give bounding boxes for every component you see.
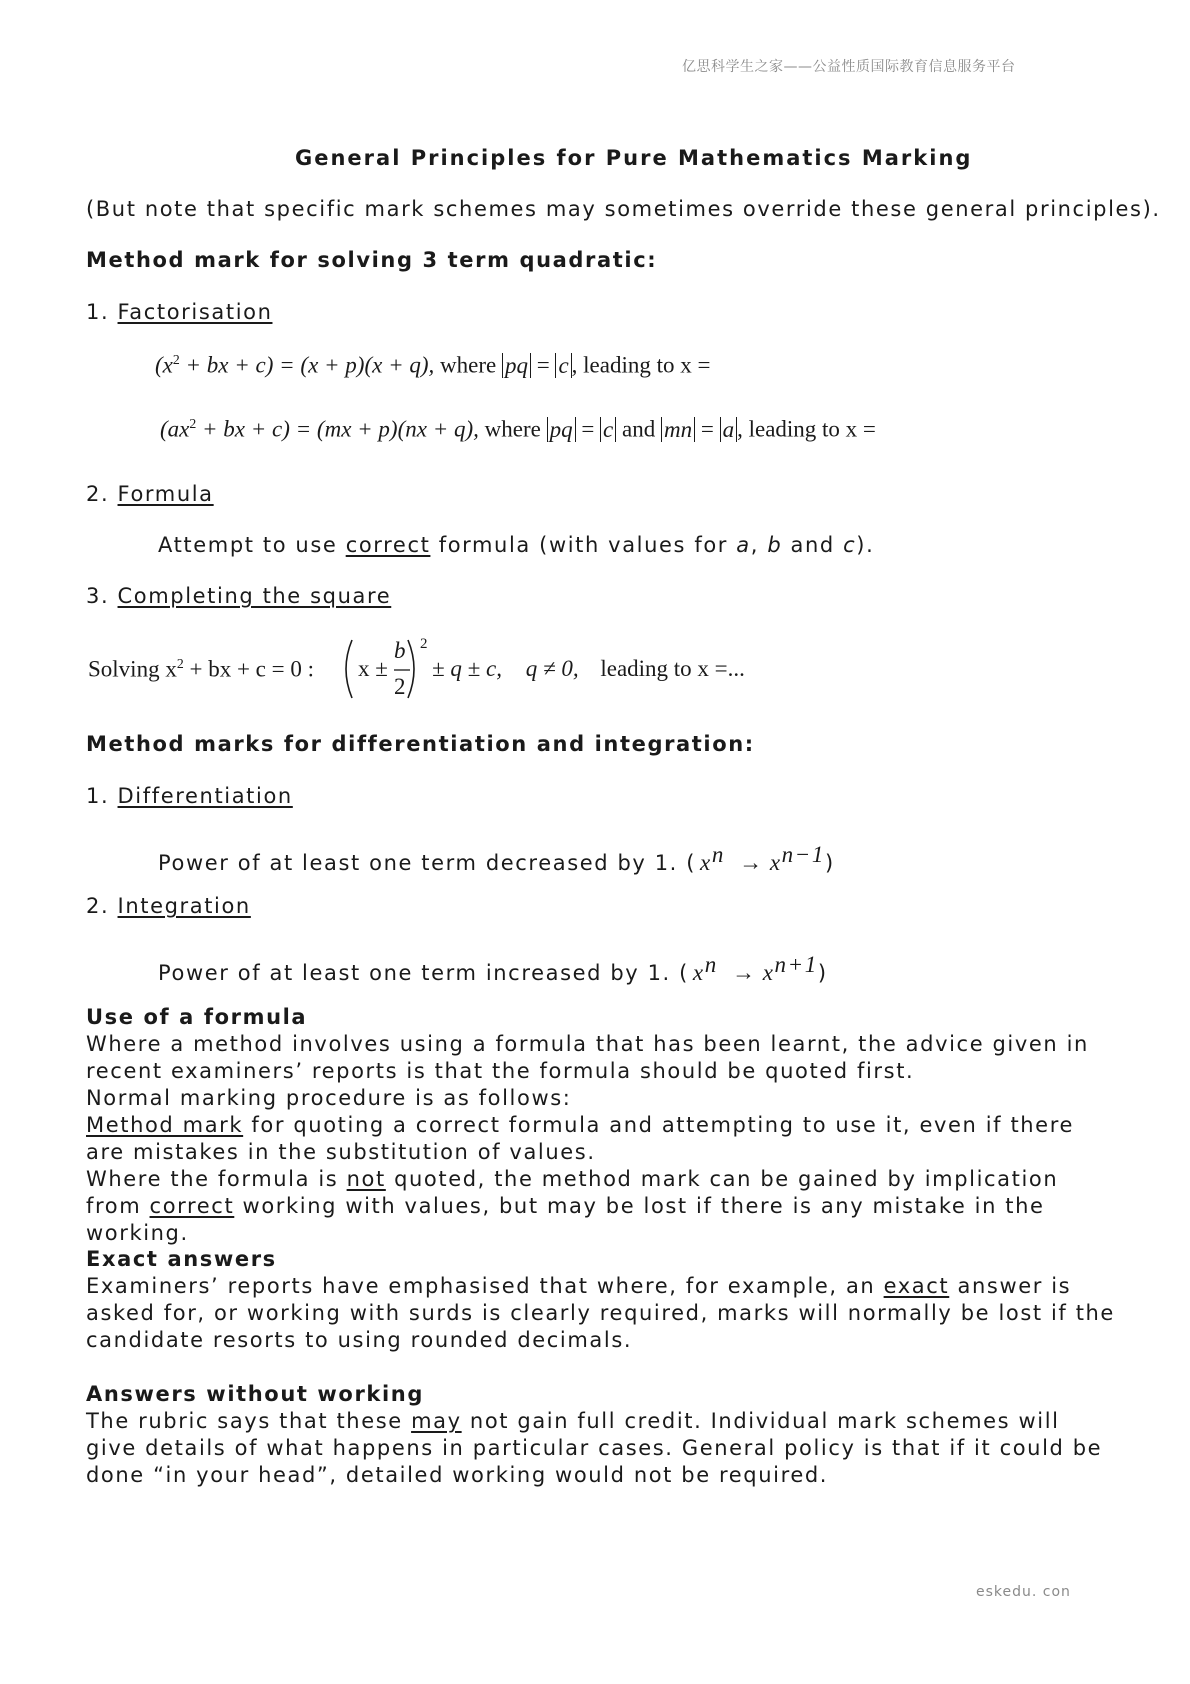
eq1-tail: , leading to x = [571, 352, 711, 378]
no-working-rest: not gain full credit. Individual mark schemes will give details of what happens in particular cases. General policy is that if it could be done “in your head”, detailed working would not be required. [86, 1409, 1103, 1487]
eq3-after [432, 656, 745, 682]
eq2-abs-a: a [720, 417, 738, 442]
item-number: 1. [86, 300, 110, 324]
eq2-exponent: 2 [189, 416, 197, 431]
no-working-heading: Answers without working [86, 1382, 424, 1406]
int-text-pre: Power of at least one term increased by 1. ( [158, 961, 689, 985]
footer-site: eskedu. con [976, 1584, 1071, 1600]
int-n2: n+1 [774, 952, 818, 977]
var-b: b [767, 533, 783, 557]
left-paren [346, 640, 352, 698]
use-of-formula-heading: Use of a formula [86, 1005, 308, 1029]
exact-text-rest: answer is asked for, or working with surds is clearly required, marks will normally be lost if the candidate resorts to using rounded decimals. [86, 1274, 1115, 1352]
eq1-lhs-rest: + bx + c) = (x + p)(x + q), [179, 352, 435, 378]
formula-text-mid: formula (with values for [430, 533, 737, 557]
eq2-where: where [484, 416, 541, 442]
int-n1: n [704, 952, 718, 977]
eq3-x-pm: x ± [358, 656, 388, 681]
formula-label: Formula [117, 482, 214, 506]
completing-square-label: Completing the square [117, 584, 392, 608]
diff-x2: x [769, 850, 782, 875]
formula-item [86, 482, 214, 506]
diff-text-pre: Power of at least one term decreased by 1. ( [158, 851, 696, 875]
diffint-heading: Method marks for differentiation and integration: [86, 732, 755, 756]
use-of-formula-section [86, 1004, 1116, 1247]
eq3-pm-q-c: ± q ± c, [432, 656, 502, 681]
integration-label: Integration [117, 894, 251, 918]
formula-text-end: ). [856, 533, 875, 557]
completing-square-item [86, 584, 391, 608]
normal-procedure-text: Normal marking procedure is as follows: [86, 1086, 572, 1110]
right-paren [408, 640, 414, 698]
header-site-note: 亿思科学生之家——公益性质国际教育信息服务平台 [682, 59, 1016, 75]
eq3-tail: leading to x =... [600, 656, 745, 681]
factorisation-equation-2 [160, 416, 876, 443]
not-quoted-rest: working with values, but may be lost if there is any mistake in the working. [86, 1194, 1045, 1245]
page-title: General Principles for Pure Mathematics Marking [295, 146, 973, 170]
item-number: 2. [86, 482, 110, 506]
diff-n2: n−1 [781, 842, 825, 867]
eq2-tail: , leading to x = [737, 416, 876, 442]
factorisation-equation-1 [155, 352, 710, 379]
eq1-lhs: (x [155, 352, 173, 378]
diff-x1: x [700, 850, 712, 875]
var-c: c [843, 533, 857, 557]
eq3-rest: + bx + c = 0 : [183, 656, 314, 682]
not-underlined: not [346, 1167, 386, 1191]
exact-underlined: exact [883, 1274, 950, 1298]
eq2-lhs-rest: + bx + c) = (mx + p)(nx + q), [196, 416, 479, 442]
no-working-text [86, 1408, 1116, 1489]
eq2-abs-pq: pq [547, 417, 576, 442]
not-quoted-pre: Where the formula is [86, 1167, 347, 1191]
eq1-where: where [440, 352, 497, 378]
eq1-abs-pq: pq [502, 353, 531, 378]
no-working-pre: The rubric says that these [86, 1409, 412, 1433]
eq1-equals: = [536, 352, 550, 378]
override-note: (But note that specific mark schemes may sometimes override these general principles). [86, 197, 1161, 221]
no-working-section [86, 1381, 1116, 1489]
diff-n1: n [711, 842, 725, 867]
sep: , [750, 533, 768, 557]
int-x2: x [762, 960, 775, 985]
eq3-outer-exponent: 2 [420, 636, 428, 652]
method-mark-underlined: Method mark [86, 1113, 244, 1137]
factorisation-label: Factorisation [117, 300, 273, 324]
eq3-condition: q ≠ 0, [525, 656, 579, 681]
int-x1: x [692, 960, 705, 985]
not-quoted-mid: quoted, the method mark can be gained by implication from [86, 1167, 1059, 1218]
arrow-icon: → [732, 960, 757, 985]
method-mark-rest: for quoting a correct formula and attempting to use it, even if there are mistakes in the substitution of values. [86, 1113, 1074, 1164]
method-mark-text [86, 1112, 1116, 1166]
integration-item [86, 894, 251, 918]
eq2-equals-2: = [700, 416, 714, 442]
exact-answers-text [86, 1273, 1116, 1354]
formula-text-pre: Attempt to use [158, 533, 346, 557]
eq1-exponent: 2 [172, 352, 180, 367]
completing-square-solving [88, 656, 314, 683]
exact-answers-heading: Exact answers [86, 1247, 277, 1271]
exact-answers-section [86, 1246, 1116, 1354]
eq2-and: and [622, 416, 656, 442]
formula-instruction [158, 533, 874, 557]
arrow-icon: → [739, 850, 764, 875]
eq2-lhs: (ax [160, 416, 190, 442]
eq2-equals-1: = [581, 416, 595, 442]
may-underlined: may [411, 1409, 462, 1433]
quadratic-heading: Method mark for solving 3 term quadratic: [86, 248, 658, 272]
sep: and [782, 533, 844, 557]
eq3-exponent: 2 [176, 656, 184, 671]
not-quoted-text [86, 1166, 1116, 1247]
use-of-formula-text: Where a method involves using a formula that has been learnt, the advice given in recent examiners’ reports is that the formula should be quoted first. [86, 1032, 1089, 1083]
differentiation-label: Differentiation [117, 784, 293, 808]
diff-text-end: ) [824, 851, 835, 875]
integration-rule [158, 952, 828, 986]
eq3-solving: Solving x [88, 656, 177, 682]
differentiation-item [86, 784, 293, 808]
eq1-abs-c: c [555, 353, 571, 378]
eq2-abs-mn: mn [661, 417, 695, 442]
differentiation-rule [158, 842, 835, 876]
item-number: 2. [86, 894, 110, 918]
int-text-end: ) [817, 961, 828, 985]
eq3-numerator: b [394, 638, 406, 663]
eq3-denominator: 2 [394, 674, 406, 699]
item-number: 3. [86, 584, 110, 608]
eq2-abs-c: c [600, 417, 616, 442]
exact-text-pre: Examiners’ reports have emphasised that where, for example, an [86, 1274, 884, 1298]
correct-underlined: correct [149, 1194, 235, 1218]
factorisation-item [86, 300, 272, 324]
var-a: a [736, 533, 751, 557]
formula-text-correct: correct [345, 533, 431, 557]
item-number: 1. [86, 784, 110, 808]
